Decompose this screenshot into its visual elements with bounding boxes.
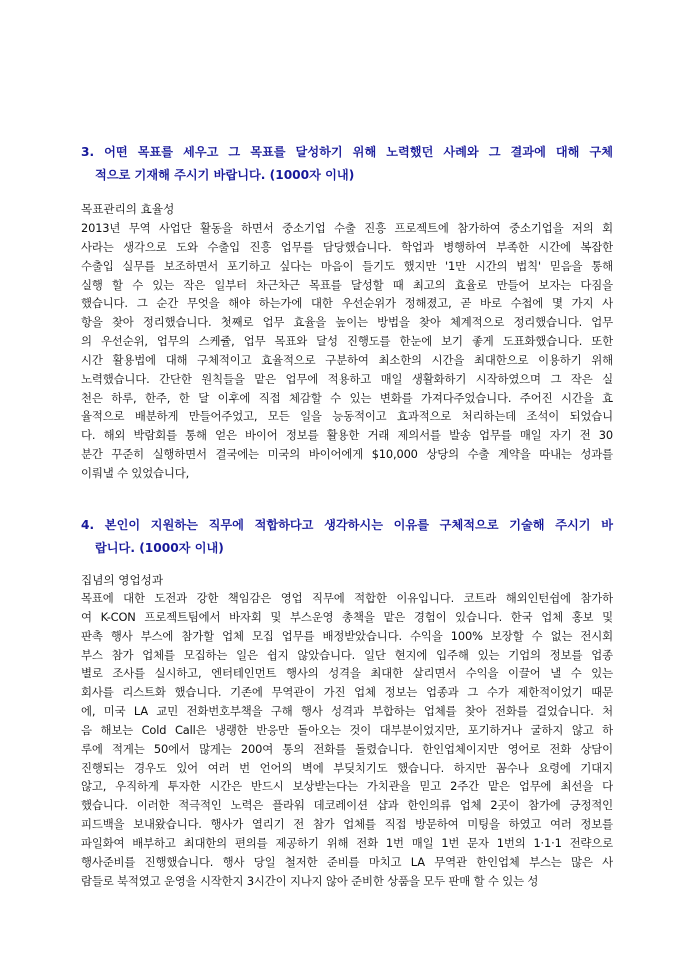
body-line: 했습니다. 그 순간 무엇을 해야 하는가에 대한 우선순위가 정해졌고, 곧 바로 수첩에 몇 가지 사 (81, 296, 613, 311)
body-line: 사라는 생각으로 도와 수출입 진흥 업무를 담당했습니다. 학업과 병행하여 부족한 시간에 복잡한 (81, 239, 613, 254)
section-4-body (81, 589, 613, 891)
body-line: 했습니다. 이러한 적극적인 노력은 플라워 데코레이션 샵과 한인의류 업체 2곳이 참가에 긍정적인 (81, 798, 613, 813)
body-line: 않고, 우직하게 투자한 시간은 반드시 보상받는다는 가치관을 믿고 2주간 맡은 업무에 최선을 다 (81, 779, 613, 794)
section-4-subtitle: 집념의 영업성과 (81, 573, 164, 587)
body-line: 분간 꾸준히 실행하면서 결국에는 미국의 바이어에게 $10,000 상당의 수출 계약을 따내는 성과를 (81, 447, 613, 462)
body-line: 행사준비를 진행했습니다. 행사 당일 철저한 준비를 마치고 LA 무역관 한인업체 부스는 많은 사 (81, 854, 613, 869)
question-3-line2: 적으로 기재해 주시기 바랍니다. (1000자 이내) (95, 168, 355, 182)
body-line: 부스 참가 업체를 모집하는 일은 쉽지 않았습니다. 일단 현지에 입주해 있는 기업의 정보를 업종 (81, 647, 613, 662)
body-line: 노력했습니다. 간단한 원칙들을 맡은 업무에 적용하고 매일 생활화하기 시작하였으며 그 작은 실 (81, 371, 613, 386)
body-line: 항을 찾아 정리했습니다. 첫째로 업무 효율을 높이는 방법을 찾아 체계적으로 정리했습니다. 업무 (81, 315, 613, 330)
body-line: 판촉 행사 부스에 참가할 업체 모집 업무를 배정받았습니다. 수익을 100% 보장할 수 없는 전시회 (81, 628, 613, 643)
question-4-line2: 랍니다. (1000자 이내) (95, 541, 224, 555)
body-line: 목표에 대한 도전과 강한 책임감은 영업 직무에 적합한 이유입니다. 코트라 해외인턴쉽에 참가하 (81, 591, 613, 605)
section-3-subtitle: 목표관리의 효율성 (81, 202, 175, 216)
body-line: 에, 미국 LA 교민 전화번호부책을 구해 행사 성격과 부합하는 업체를 찾아 전화를 걸었습니다. 처 (81, 704, 613, 719)
body-line: 시간 활용법에 대해 구체적이고 효율적으로 구분하여 최소한의 시간을 최대한으로 이용하기 위해 (81, 352, 613, 367)
question-3-line1: 3. 어떤 목표를 세우고 그 목표를 달성하기 위해 노력했던 사례와 그 결과에 대해 구체 (81, 145, 613, 159)
body-line: 람들로 북적였고 운영을 시작한지 3시간이 지나지 않아 준비한 상품을 모두 판매 할 수 있는 성 (81, 873, 539, 888)
body-line: 파일화여 배부하고 최대한의 편의를 제공하기 위해 전화 1번 매일 1번 문자 1번의 1·1·1 전략으로 (81, 835, 613, 850)
question-4-heading (81, 514, 613, 560)
body-line: 진행되는 경우도 있어 여러 번 언어의 벽에 부딪치기도 했습니다. 하지만 꼼수나 요령에 기대지 (81, 760, 613, 775)
section-3-body (81, 219, 613, 483)
body-line: 2013년 무역 사업단 활동을 하면서 중소기업 수출 진흥 프로젝트에 참가하여 중소기업을 저의 회 (81, 221, 613, 235)
body-line: 천은 하루, 한주, 한 달 이후에 직접 체감할 수 있는 변화를 가져다주었습니다. 주어진 시간을 효 (81, 390, 613, 405)
body-line: 루에 적게는 50에서 많게는 200여 통의 전화를 돌렸습니다. 한인업체이지만 영어로 전화 상담이 (81, 741, 613, 756)
body-line: 실행 할 수 있는 작은 일부터 차근차근 목표를 달성할 때 최고의 효율로 만들어 보자는 다짐을 (81, 277, 613, 292)
body-line: 피드백을 보내왔습니다. 행사가 열리기 전 참가 업체를 직접 방문하여 미팅을 하였고 여러 정보를 (81, 817, 613, 832)
body-line: 별로 조사를 실시하고, 엔터테인먼트 행사의 성격을 최대한 살리면서 수익을 이끌어 낼 수 있는 (81, 666, 613, 681)
body-line: 율적으로 배분하게 만들어주었고, 모든 일을 능동적이고 효과적으로 처리하는데 조석이 되었습니 (81, 409, 613, 424)
question-4-line1: 4. 본인이 지원하는 직무에 적합하다고 생각하시는 이유를 구체적으로 기술해 주시기 바 (81, 518, 613, 532)
body-line: 음 해보는 Cold Call은 냉랭한 반응만 돌아오는 것이 대부분이었지만, 포기하거나 굴하지 않고 하 (81, 722, 613, 737)
question-3-heading (81, 141, 613, 187)
body-line: 수출입 실무를 보조하면서 포기하고 싶다는 마음이 들기도 했지만 '1만 시간의 법칙' 믿음을 통해 (81, 258, 613, 273)
body-line: 여 K-CON 프로젝트팀에서 바자회 및 부스운영 총책을 맡은 경험이 있습니다. 한국 업체 홍보 및 (81, 609, 613, 624)
body-line: 의 우선순위, 업무의 스케쥴, 업무 목표와 달성 진행도를 한눈에 보기 좋게 도표화했습니다. 또한 (81, 334, 613, 349)
body-line: 다. 해외 박람회를 통해 얻은 바이어 정보를 활용한 거래 제의서를 발송 업무를 매일 자기 전 30 (81, 428, 613, 443)
body-line: 이뤄낼 수 있었습니다, (81, 465, 190, 480)
body-line: 회사를 리스트화 했습니다. 기존에 무역관이 가진 업체 정보는 업종과 그 수가 제한적이었기 때문 (81, 685, 613, 700)
